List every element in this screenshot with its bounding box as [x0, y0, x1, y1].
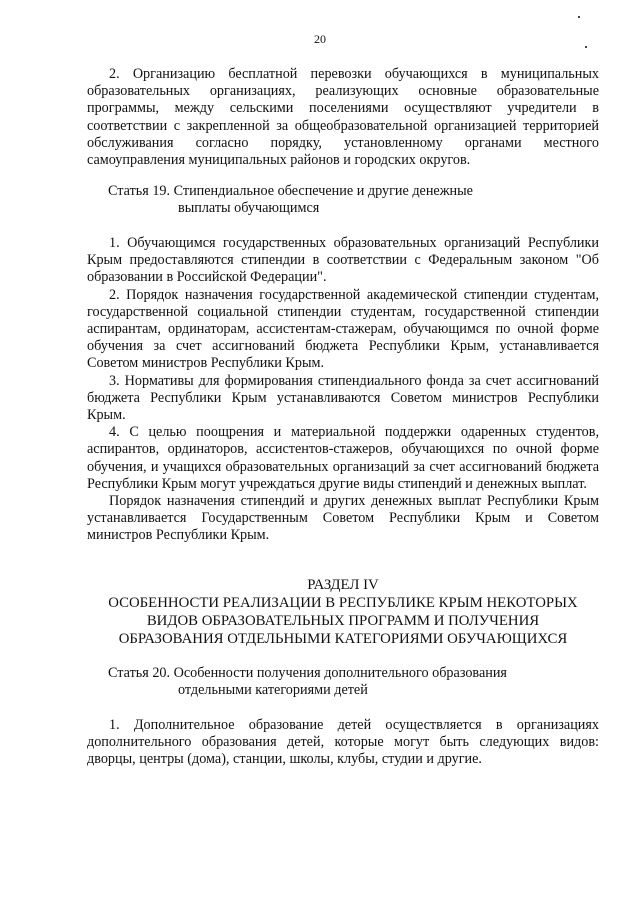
page-number: 20 [314, 32, 326, 46]
article-19-paragraph: 1. Обучающимся государственных образовательных организаций Республики Крым предоставляются стипендии в соответствии с Федеральным законом "Об образовании в Российской Федерации". [87, 235, 599, 286]
section-4-heading [87, 576, 599, 648]
article-20-body [87, 717, 599, 769]
paragraph-block [87, 66, 599, 169]
section-4-label: РАЗДЕЛ IV [307, 577, 379, 593]
article-20-heading [108, 665, 598, 699]
paragraph-transport: 2. Организацию бесплатной перевозки обучающихся в муниципальных образовательных организациях, реализующих основные образовательные программы, между сельскими поселениями осуществляют учредители в соответствии с закрепленной за общеобразовательной организацией территорией обслуживания согласно порядку, установленному органами местного самоуправления муниципальных районов и городских округов. [87, 66, 599, 169]
scan-speck [578, 16, 580, 18]
section-4-title-line2: ВИДОВ ОБРАЗОВАТЕЛЬНЫХ ПРОГРАММ И ПОЛУЧЕНИЯ [146, 613, 540, 629]
article-20-heading-line1: Статья 20. Особенности получения дополнительного образования [108, 665, 507, 681]
article-20-paragraph: 1. Дополнительное образование детей осуществляется в организациях дополнительного образования детей, которые могут быть следующих видов: дворцы, центры (дома), станции, школы, клубы, студии и другие. [87, 717, 599, 768]
section-4-title-line3: ОБРАЗОВАНИЯ ОТДЕЛЬНЫМИ КАТЕГОРИЯМИ ОБУЧАЮЩИХСЯ [118, 631, 568, 647]
article-19-heading-line1: Статья 19. Стипендиальное обеспечение и другие денежные [108, 183, 473, 199]
article-19-paragraph: Порядок назначения стипендий и других денежных выплат Республики Крым устанавливается Государственным Советом Республики Крым и Советом министров Республики Крым. [87, 493, 599, 544]
article-19-paragraph: 3. Нормативы для формирования стипендиального фонда за счет ассигнований бюджета Республики Крым устанавливаются Советом министров Республики Крым. [87, 372, 599, 424]
article-19-heading [108, 183, 598, 217]
article-19-paragraph: 4. С целью поощрения и материальной поддержки одаренных студентов, аспирантов, ординаторов, ассистентов-стажеров, обучающихся по очной форме обучения, и учащихся образовательных организаций за счет ассигнований бюджета Республики Крым могут учреждаться другие виды стипендий и денежных выплат. [87, 424, 599, 492]
article-19-heading-line2: выплаты обучающимся [178, 200, 320, 217]
article-19-body [87, 235, 599, 545]
article-20-heading-line2: отдельными категориями детей [178, 682, 368, 699]
section-4-title-line1: ОСОБЕННОСТИ РЕАЛИЗАЦИИ В РЕСПУБЛИКЕ КРЫМ НЕКОТОРЫХ [108, 595, 578, 611]
article-19-paragraph: 2. Порядок назначения государственной академической стипендии студентам, государственной социальной стипендии студентам, государственной стипендии аспирантам, ординаторам, ассистентам-стажерам, обучающимся по очной форме обучения за счет ассигнований бюджета Республики Крым, устанавливается Советом министров Республики Крым. [87, 286, 599, 372]
